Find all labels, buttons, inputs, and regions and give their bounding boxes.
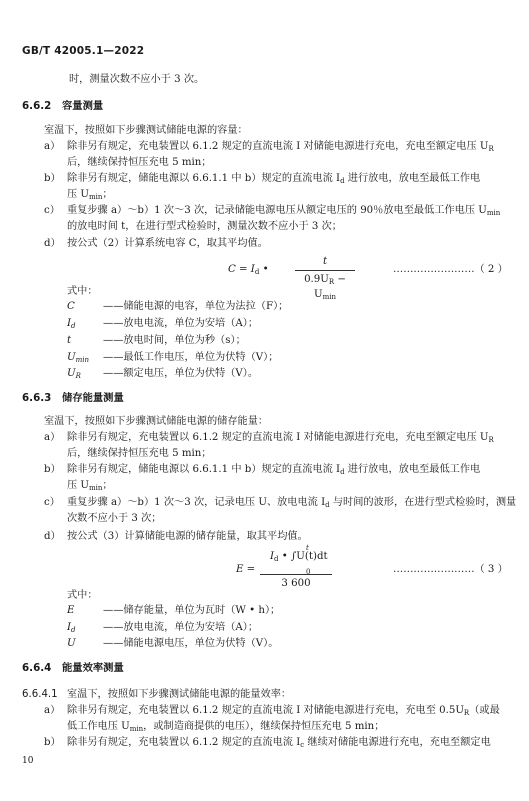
list-item-b-cont: 压 $U_{min}$； [67, 189, 113, 201]
formula-3-lhs: E = [236, 564, 256, 575]
list-marker: a） [44, 432, 61, 443]
section-6-6-4-heading [22, 661, 124, 676]
where-label: 式中： [67, 286, 98, 297]
section-number: 6.6.3 [22, 392, 52, 404]
list-item-a-cont: 后，继续保持恒压充电 5 min； [67, 448, 212, 459]
formula-3-fraction [260, 543, 332, 591]
variable-row: $I_d$ ——放电电流，单位为安培（A）； [67, 622, 259, 634]
section-intro: 室温下，按照如下步骤测试储能电源的容量： [44, 125, 248, 136]
formula-denominator: 3 600 [281, 578, 311, 589]
formula-3-label: ……………………（ 3 ） [393, 564, 508, 575]
subsection-number: 6.6.4.1 [22, 689, 58, 700]
section-number: 6.6.2 [22, 100, 52, 112]
list-item-a-cont: 低工作电压 $U_{min}$，或制造商提供的电压），继续保持恒压充电 5 min； [67, 721, 385, 733]
list-item-a-cont: 后，继续保持恒压充电 5 min； [67, 157, 212, 168]
formula-2-fraction [295, 254, 355, 302]
list-marker: c） [44, 497, 60, 508]
page-number: 10 [22, 756, 34, 766]
list-text: 除非另有规定，充电装置以 6.1.2 规定的直流电流 $I_c$ 继续对储能电源进行充电，充电至额定电 [67, 737, 491, 749]
list-text: 除非另有规定，储能电源以 6.6.1.1 中 b）规定的直流电流 $I_d$ 进行放电，放电至最低工作电 [67, 173, 481, 185]
list-marker: c） [44, 205, 60, 216]
where-label: 式中： [67, 590, 98, 601]
list-marker: a） [44, 705, 61, 716]
list-text: 除非另有规定，充电装置以 6.1.2 规定的直流电流 I 对储能电源进行充电，充电至额定电压 $U_R$ [67, 432, 494, 444]
integral-upper-limit: t [306, 544, 309, 552]
subsection-6-6-4-1 [22, 687, 291, 702]
integral-lower-limit: 0 [306, 568, 311, 576]
formula-numerator: t [322, 256, 328, 267]
formula-numerator: $I_d$ • ∫U(t)dt t 0 [260, 543, 332, 573]
continuation-text: 时，测量次数不应小于 3 次。 [69, 74, 205, 85]
list-marker: a） [44, 141, 61, 152]
section-title: 储存能量测量 [62, 392, 124, 404]
formula-2-label: ……………………（ 2 ） [393, 264, 508, 275]
list-text: 除非另有规定，充电装置以 6.1.2 规定的直流电流 I 对储能电源进行充电，充电至额定电压 $U_R$ [67, 141, 494, 153]
list-marker: d） [44, 531, 61, 542]
fraction-bar [295, 270, 355, 271]
list-text: 重复步骤 a）～b）1 次～3 次，记录电压 U、放电电流 $I_d$ 与时间的波形，在进行型式检验时，测量 [67, 497, 517, 509]
formula-2-lhs: $C = I_d$ • [228, 264, 269, 276]
list-marker: b） [44, 173, 61, 184]
section-6-6-2-heading [22, 99, 103, 114]
section-6-6-3-heading [22, 391, 124, 406]
fraction-bar [260, 574, 332, 575]
variable-row: $U_{min}$ ——最低工作电压，单位为伏特（V）； [67, 352, 279, 364]
variable-row: t ——放电时间，单位为秒（s）； [67, 335, 246, 346]
standard-number: GB/T 42005.1—2022 [22, 45, 145, 57]
section-intro: 室温下，按照如下步骤测试储能电源的储存能量： [44, 416, 269, 427]
list-marker: b） [44, 737, 61, 748]
list-item-b-cont: 压 $U_{min}$； [67, 480, 113, 492]
variable-row: C ——储能电源的电容，单位为法拉（F）； [67, 301, 289, 312]
formula-denominator: $0.9U_R - U_{min}$ [304, 274, 346, 301]
section-title: 容量测量 [62, 100, 104, 112]
variable-row: $U_R$ ——额定电压，单位为伏特（V）。 [67, 368, 259, 380]
section-title: 能量效率测量 [62, 662, 124, 674]
subsection-intro: 室温下，按照如下步骤测试储能电源的能量效率： [67, 689, 292, 700]
list-text: 重复步骤 a）～b）1 次～3 次，记录储能电源电压从额定电压的 90％放电至最低工作电压 $U_{min}$ [67, 205, 501, 217]
list-text: 除非另有规定，充电装置以 6.1.2 规定的直流电流 I 对储能电源进行充电，充电至 $0.5U_R$（或最 [67, 705, 500, 717]
list-marker: b） [44, 464, 61, 475]
list-item-c-cont: 的放电时间 t，在进行型式检验时，测量次数不应小于 3 次； [67, 221, 342, 232]
section-number: 6.6.4 [22, 662, 52, 674]
list-text: 除非另有规定，储能电源以 6.6.1.1 中 b）规定的直流电流 $I_d$ 进行放电，放电至最低工作电 [67, 464, 481, 476]
list-text: 按公式（3）计算储能电源的储存能量，取其平均值。 [67, 531, 308, 542]
list-item-c-cont: 次数不应小于 3 次； [67, 513, 162, 524]
variable-row: $I_d$ ——放电电流，单位为安培（A）； [67, 318, 259, 330]
list-marker: d） [44, 238, 61, 249]
variable-row: U ——储能电源电压，单位为伏特（V）。 [67, 638, 279, 649]
variable-row: E ——储存能量，单位为瓦时（W • h）； [67, 605, 281, 616]
list-text: 按公式（2）计算系统电容 C，取其平均值。 [67, 238, 268, 249]
